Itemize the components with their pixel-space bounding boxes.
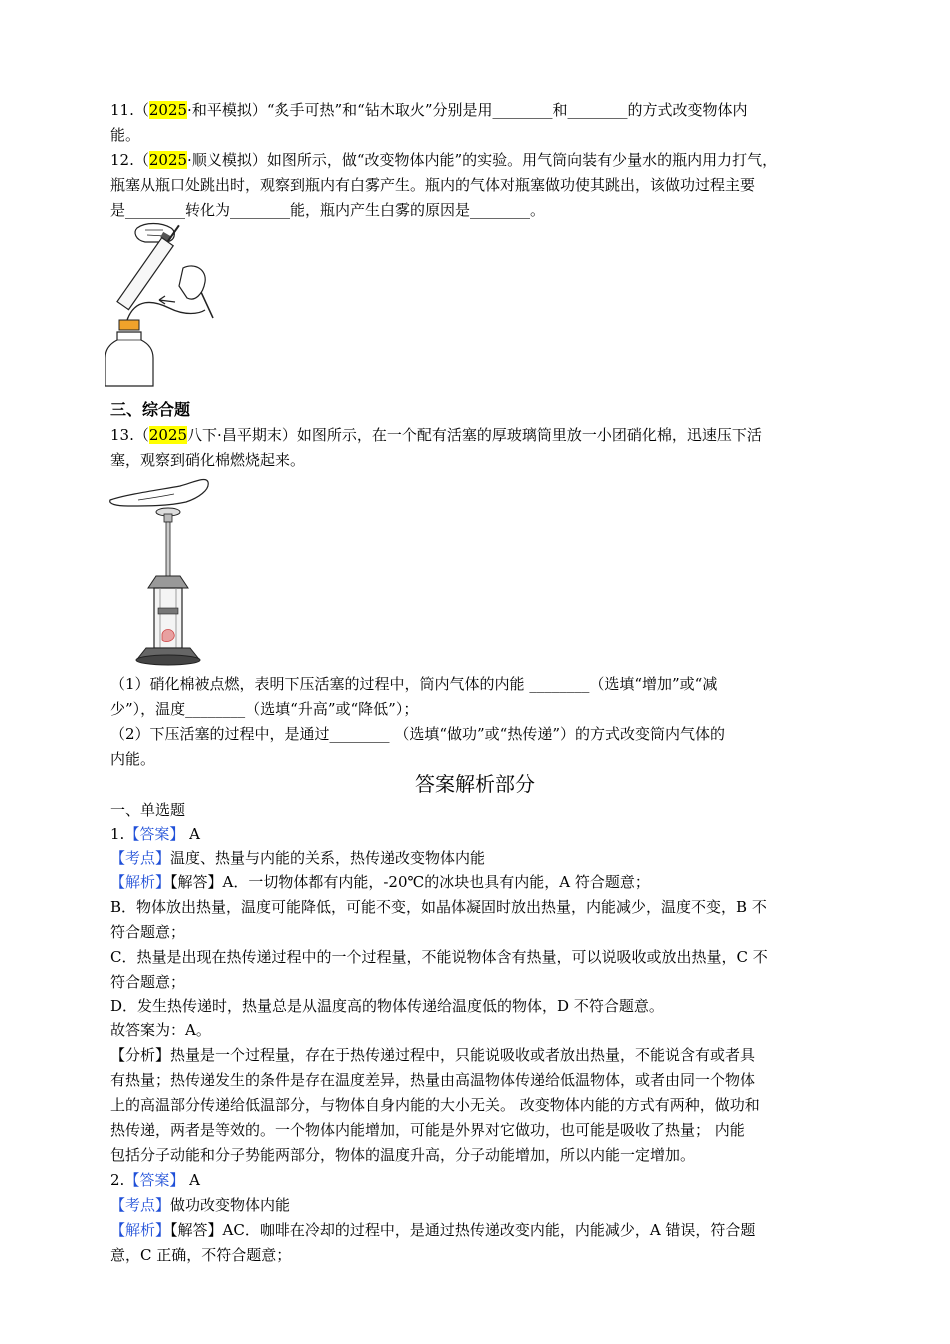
answer-2-analysis-line-2: 意，C 正确，不符合题意； — [110, 1246, 292, 1264]
question-12-line-3: 是________转化为________能，瓶内产生白雾的原因是________。 — [110, 201, 546, 219]
answer-1-line: 1.【答案】 A — [110, 825, 200, 843]
answer-1-point: 【考点】温度、热量与内能的关系，热传递改变物体内能 — [110, 849, 486, 867]
answer-1-analysis-line-2: 有热量；热传递发生的条件是存在温度差异，热量由高温物体传递给低温物体，或者由同一个物体 — [110, 1071, 756, 1089]
answer-tag: 【答案】 — [124, 1171, 185, 1189]
answer-1-analysis-line-5: 包括分子动能和分子势能两部分，物体的温度升高，分子动能增加，所以内能一定增加。 — [110, 1146, 696, 1164]
answer-2-line: 2.【答案】 A — [110, 1171, 200, 1189]
year-highlight: 2025 — [148, 151, 188, 169]
question-13-sub2-line-2: 内能。 — [110, 750, 156, 768]
answer-1-analysis-line-1: 【分析】热量是一个过程量，存在于热传递过程中，只能说吸收或者放出热量，不能说含有或者具 — [110, 1046, 756, 1064]
question-12-line-1: 12.（2025·顺义模拟）如图所示，做“改变物体内能”的实验。用气筒向装有少量水的瓶内用力打气， — [110, 151, 778, 169]
piston-cylinder-figure — [108, 472, 218, 668]
year-highlight: 2025 — [148, 101, 188, 119]
pump-bottle-figure — [105, 220, 220, 390]
answer-1-conclusion: 故答案为：A。 — [110, 1021, 211, 1039]
question-11-line-1: 11.（2025·和平模拟）“炙手可热”和“钻木取火”分别是用________和________的方式改变物体内 — [110, 101, 748, 119]
section-3-heading: 三、综合题 — [110, 400, 191, 419]
analysis-tag: 【解析】 — [110, 873, 171, 891]
question-13-sub1-line-1: （1）硝化棉被点燃，表明下压活塞的过程中，筒内气体的内能 ________（选填“增加”或“减 — [110, 675, 718, 693]
answer-1-option-b-line-2: 符合题意； — [110, 923, 186, 941]
point-tag: 【考点】 — [110, 1196, 171, 1214]
answer-2-analysis: 【解析】【解答】AC．咖啡在冷却的过程中，是通过热传递改变内能，内能减少，A 错误，符合题 — [110, 1221, 756, 1239]
question-11-line-2: 能。 — [110, 126, 141, 144]
question-13-line-1: 13.（2025八下·昌平期末）如图所示，在一个配有活塞的厚玻璃筒里放一小团硝化棉，迅速压下活 — [110, 426, 762, 444]
question-13-sub2-line-1: （2）下压活塞的过程中，是通过________ （选填“做功”或“热传递”）的方式改变筒内气体的 — [110, 725, 725, 743]
answer-1-analysis: 【解析】【解答】A．一切物体都有内能，-20℃的冰块也具有内能，A 符合题意； — [110, 873, 650, 891]
analysis-tag: 【解析】 — [110, 1221, 171, 1239]
question-13-sub1-line-2: 少”），温度________（选填“升高”或“降低”）； — [110, 700, 419, 718]
answer-1-option-b-line-1: B．物体放出热量，温度可能降低，可能不变，如晶体凝固时放出热量，内能减少，温度不变，B 不 — [110, 898, 767, 916]
question-12-line-2: 瓶塞从瓶口处跳出时，观察到瓶内有白雾产生。瓶内的气体对瓶塞做功使其跳出，该做功过程主要 — [110, 176, 756, 194]
section-1-heading: 一、单选题 — [110, 801, 186, 819]
answer-1-option-d: D．发生热传递时，热量总是从温度高的物体传递给温度低的物体，D 不符合题意。 — [110, 997, 664, 1015]
answer-1-analysis-line-4: 热传递，两者是等效的。一个物体内能增加，可能是外界对它做功，也可能是吸收了热量； 内能 — [110, 1121, 745, 1139]
answer-1-option-c-line-2: 符合题意； — [110, 973, 186, 991]
answer-section-title: 答案解析部分 — [415, 772, 535, 796]
point-tag: 【考点】 — [110, 849, 171, 867]
answer-1-analysis-line-3: 上的高温部分传递给低温部分，与物体自身内能的大小无关。 改变物体内能的方式有两种，做功和 — [110, 1096, 760, 1114]
answer-2-point: 【考点】做功改变物体内能 — [110, 1196, 291, 1214]
year-highlight: 2025 — [148, 426, 188, 444]
question-13-line-2: 塞，观察到硝化棉燃烧起来。 — [110, 451, 306, 469]
answer-1-option-c-line-1: C．热量是出现在热传递过程中的一个过程量，不能说物体含有热量，可以说吸收或放出热量，C 不 — [110, 948, 768, 966]
answer-tag: 【答案】 — [124, 825, 185, 843]
